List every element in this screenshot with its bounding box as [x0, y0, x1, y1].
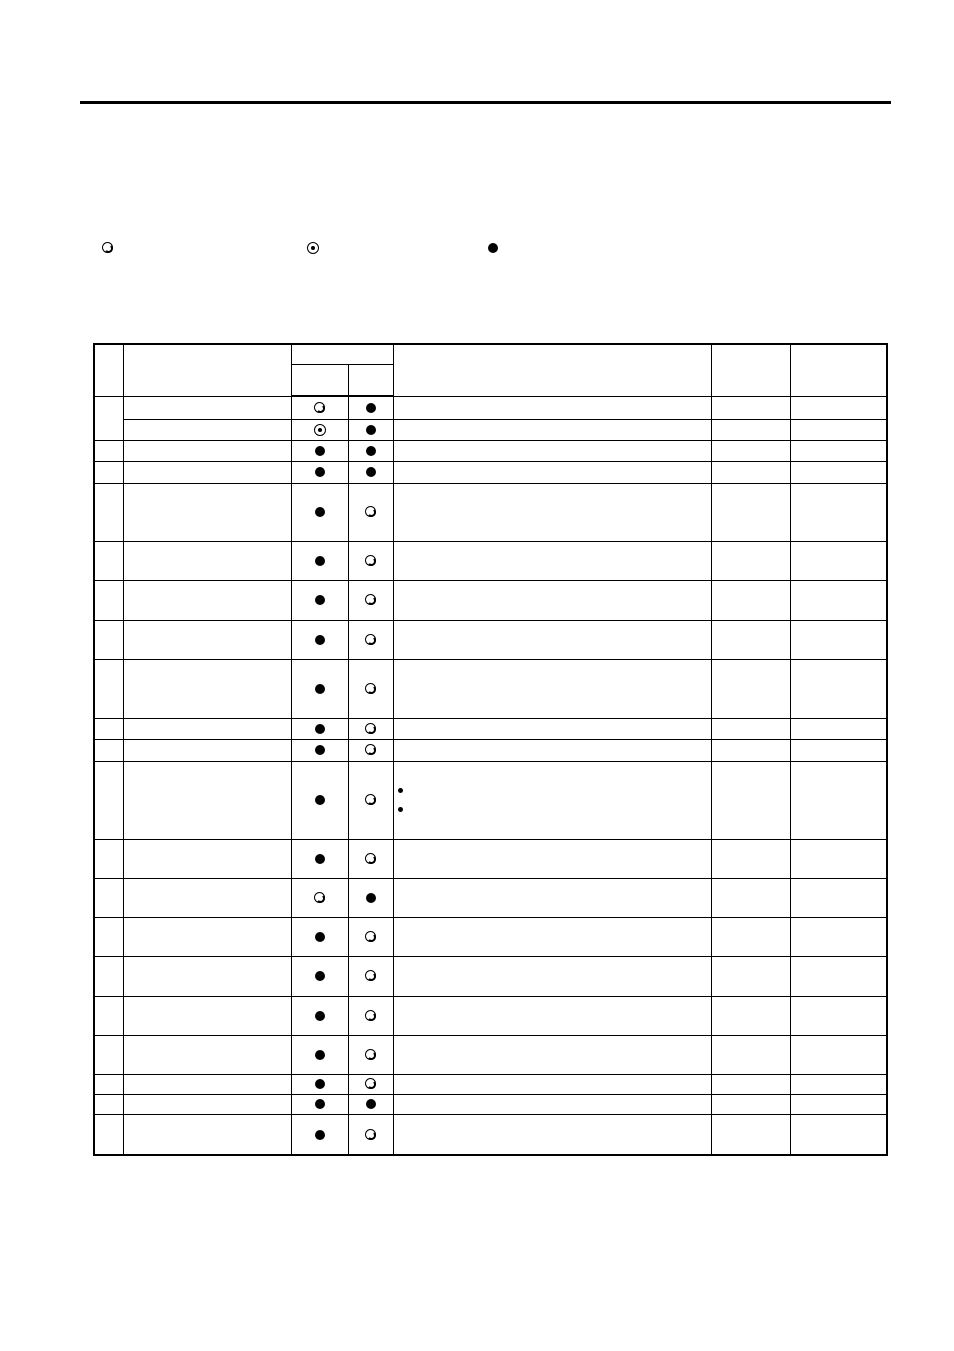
filled-circle-icon: [313, 444, 327, 458]
status-b: [348, 620, 393, 659]
row-col6: [711, 1114, 790, 1155]
row-number: [94, 761, 123, 839]
row-col6: [711, 956, 790, 996]
row-col7: [790, 419, 887, 440]
status-a: [291, 1094, 348, 1114]
row-notes: [393, 396, 711, 419]
row-col7: [790, 761, 887, 839]
status-b: [348, 461, 393, 483]
row-notes: [393, 541, 711, 580]
status-b: [348, 917, 393, 956]
filled-circle-icon: [364, 1097, 378, 1111]
status-a: [291, 996, 348, 1035]
row-number: [94, 839, 123, 878]
open-circle-icon: [313, 891, 327, 905]
status-b: [348, 878, 393, 917]
row-col6: [711, 419, 790, 440]
row-notes: [393, 996, 711, 1035]
status-b: [348, 541, 393, 580]
open-circle-icon: [364, 682, 378, 696]
row-col7: [790, 739, 887, 761]
row-notes: [393, 718, 711, 739]
table-row: [94, 461, 887, 483]
table-row: [94, 1094, 887, 1114]
row-col6: [711, 839, 790, 878]
status-b: [348, 419, 393, 440]
table-row: [94, 1035, 887, 1074]
status-a: [291, 620, 348, 659]
row-notes: [393, 1035, 711, 1074]
row-item: [123, 1035, 291, 1074]
row-number: [94, 1035, 123, 1074]
row-item: [123, 483, 291, 541]
row-item: [123, 396, 291, 419]
filled-circle-icon: [313, 593, 327, 607]
row-col7: [790, 1035, 887, 1074]
row-notes: [393, 878, 711, 917]
open-circle-icon: [364, 554, 378, 568]
row-item: [123, 718, 291, 739]
status-a: [291, 419, 348, 440]
row-item: [123, 761, 291, 839]
row-number: [94, 917, 123, 956]
row-number: [94, 1114, 123, 1155]
filled-circle-icon: [486, 241, 500, 255]
row-number: [94, 580, 123, 620]
row-item: [123, 878, 291, 917]
bullet-icon: [398, 788, 403, 793]
dot-circle-icon: [306, 241, 320, 255]
status-b: [348, 839, 393, 878]
status-b: [348, 1094, 393, 1114]
table-row: [94, 440, 887, 461]
row-col6: [711, 718, 790, 739]
status-a: [291, 839, 348, 878]
table-row: [94, 580, 887, 620]
row-notes: [393, 580, 711, 620]
row-item: [123, 419, 291, 440]
status-a: [291, 659, 348, 718]
row-number: [94, 996, 123, 1035]
row-col7: [790, 917, 887, 956]
open-circle-icon: [364, 1009, 378, 1023]
open-circle-icon: [364, 793, 378, 807]
status-a: [291, 878, 348, 917]
row-item: [123, 461, 291, 483]
row-col7: [790, 461, 887, 483]
table-row: [94, 839, 887, 878]
row-col6: [711, 396, 790, 419]
open-circle-icon: [364, 722, 378, 736]
row-item: [123, 996, 291, 1035]
status-b: [348, 580, 393, 620]
row-notes: [393, 659, 711, 718]
row-notes: [393, 483, 711, 541]
status-b: [348, 659, 393, 718]
filled-circle-icon: [313, 1009, 327, 1023]
row-item: [123, 839, 291, 878]
row-col7: [790, 620, 887, 659]
row-item: [123, 1094, 291, 1114]
row-col7: [790, 1094, 887, 1114]
row-number: [94, 483, 123, 541]
requirements-table: [93, 343, 888, 1156]
row-item: [123, 580, 291, 620]
row-col6: [711, 440, 790, 461]
table-row: [94, 1074, 887, 1094]
row-item: [123, 659, 291, 718]
status-b: [348, 1114, 393, 1155]
row-col6: [711, 917, 790, 956]
status-b: [348, 996, 393, 1035]
status-a: [291, 483, 348, 541]
row-number: [94, 440, 123, 461]
status-b: [348, 440, 393, 461]
row-col6: [711, 1035, 790, 1074]
status-b: [348, 739, 393, 761]
status-a: [291, 461, 348, 483]
status-a: [291, 1035, 348, 1074]
filled-circle-icon: [313, 465, 327, 479]
status-a: [291, 718, 348, 739]
status-b: [348, 761, 393, 839]
filled-circle-icon: [313, 1048, 327, 1062]
table-row: [94, 483, 887, 541]
status-b: [348, 396, 393, 419]
row-col6: [711, 739, 790, 761]
row-col6: [711, 483, 790, 541]
row-number: [94, 1094, 123, 1114]
header-sub-a: [291, 364, 348, 396]
row-col6: [711, 659, 790, 718]
row-number: [94, 620, 123, 659]
row-notes: [393, 761, 711, 839]
filled-circle-icon: [313, 1128, 327, 1142]
bullet-icon: [398, 807, 403, 812]
row-col6: [711, 541, 790, 580]
status-a: [291, 440, 348, 461]
table-row: [94, 878, 887, 917]
row-col7: [790, 440, 887, 461]
row-item: [123, 956, 291, 996]
row-number: [94, 659, 123, 718]
status-b: [348, 483, 393, 541]
status-a: [291, 956, 348, 996]
row-col7: [790, 1074, 887, 1094]
dot-circle-icon: [313, 423, 327, 437]
open-circle-icon: [364, 743, 378, 757]
row-col7: [790, 956, 887, 996]
header-group: [291, 344, 393, 364]
table-row: [94, 718, 887, 739]
open-circle-icon: [364, 1077, 378, 1091]
row-col7: [790, 878, 887, 917]
filled-circle-icon: [364, 423, 378, 437]
row-notes: [393, 1074, 711, 1094]
row-number: [94, 878, 123, 917]
row-col7: [790, 839, 887, 878]
filled-circle-icon: [313, 633, 327, 647]
row-number: [94, 718, 123, 739]
status-a: [291, 761, 348, 839]
row-notes: [393, 419, 711, 440]
table-row: [94, 761, 887, 839]
row-item: [123, 541, 291, 580]
row-col6: [711, 620, 790, 659]
row-col6: [711, 996, 790, 1035]
table-row: [94, 956, 887, 996]
row-notes: [393, 440, 711, 461]
status-b: [348, 1035, 393, 1074]
row-col7: [790, 580, 887, 620]
row-col7: [790, 1114, 887, 1155]
filled-circle-icon: [313, 852, 327, 866]
row-item: [123, 440, 291, 461]
status-a: [291, 580, 348, 620]
status-a: [291, 917, 348, 956]
filled-circle-icon: [364, 465, 378, 479]
filled-circle-icon: [313, 743, 327, 757]
row-col7: [790, 483, 887, 541]
row-item: [123, 739, 291, 761]
header-rule: [80, 101, 891, 104]
row-number: [94, 541, 123, 580]
row-notes: [393, 839, 711, 878]
filled-circle-icon: [313, 722, 327, 736]
header-item: [123, 344, 291, 396]
row-notes: [393, 1114, 711, 1155]
filled-circle-icon: [313, 554, 327, 568]
table-row: [94, 739, 887, 761]
open-circle-icon: [364, 505, 378, 519]
filled-circle-icon: [313, 1097, 327, 1111]
row-item: [123, 917, 291, 956]
row-notes: [393, 956, 711, 996]
row-col6: [711, 461, 790, 483]
row-col7: [790, 541, 887, 580]
table-row: [94, 419, 887, 440]
row-notes: [393, 1094, 711, 1114]
status-a: [291, 541, 348, 580]
row-col6: [711, 580, 790, 620]
header-col6: [711, 344, 790, 396]
row-col7: [790, 659, 887, 718]
filled-circle-icon: [364, 891, 378, 905]
header-col7: [790, 344, 887, 396]
row-notes: [393, 461, 711, 483]
note-line: [394, 800, 711, 819]
filled-circle-icon: [313, 1077, 327, 1091]
header-notes: [393, 344, 711, 396]
row-item: [123, 1114, 291, 1155]
header-sub-b: [348, 364, 393, 396]
status-b: [348, 718, 393, 739]
status-a: [291, 739, 348, 761]
row-col7: [790, 996, 887, 1035]
row-number: [94, 396, 123, 440]
open-circle-icon: [364, 969, 378, 983]
open-circle-icon: [364, 593, 378, 607]
filled-circle-icon: [313, 505, 327, 519]
note-line: [394, 781, 711, 800]
open-circle-icon: [364, 1048, 378, 1062]
table-row: [94, 396, 887, 419]
row-col6: [711, 1074, 790, 1094]
row-item: [123, 1074, 291, 1094]
open-circle-icon: [101, 241, 115, 255]
row-col7: [790, 718, 887, 739]
row-col6: [711, 878, 790, 917]
row-number: [94, 956, 123, 996]
filled-circle-icon: [313, 930, 327, 944]
row-item: [123, 620, 291, 659]
row-notes: [393, 739, 711, 761]
table-row: [94, 1114, 887, 1155]
row-col6: [711, 761, 790, 839]
filled-circle-icon: [313, 682, 327, 696]
row-number: [94, 1074, 123, 1094]
filled-circle-icon: [364, 444, 378, 458]
table-row: [94, 659, 887, 718]
open-circle-icon: [313, 401, 327, 415]
table-row: [94, 996, 887, 1035]
filled-circle-icon: [313, 969, 327, 983]
row-number: [94, 739, 123, 761]
status-b: [348, 1074, 393, 1094]
row-col7: [790, 396, 887, 419]
open-circle-icon: [364, 930, 378, 944]
header-no: [94, 344, 123, 396]
status-b: [348, 956, 393, 996]
row-number: [94, 461, 123, 483]
row-notes: [393, 620, 711, 659]
table-row: [94, 917, 887, 956]
table-row: [94, 620, 887, 659]
status-a: [291, 1074, 348, 1094]
status-a: [291, 396, 348, 419]
open-circle-icon: [364, 852, 378, 866]
status-a: [291, 1114, 348, 1155]
row-notes: [393, 917, 711, 956]
open-circle-icon: [364, 633, 378, 647]
filled-circle-icon: [313, 793, 327, 807]
open-circle-icon: [364, 1128, 378, 1142]
filled-circle-icon: [364, 401, 378, 415]
table-row: [94, 541, 887, 580]
row-col6: [711, 1094, 790, 1114]
